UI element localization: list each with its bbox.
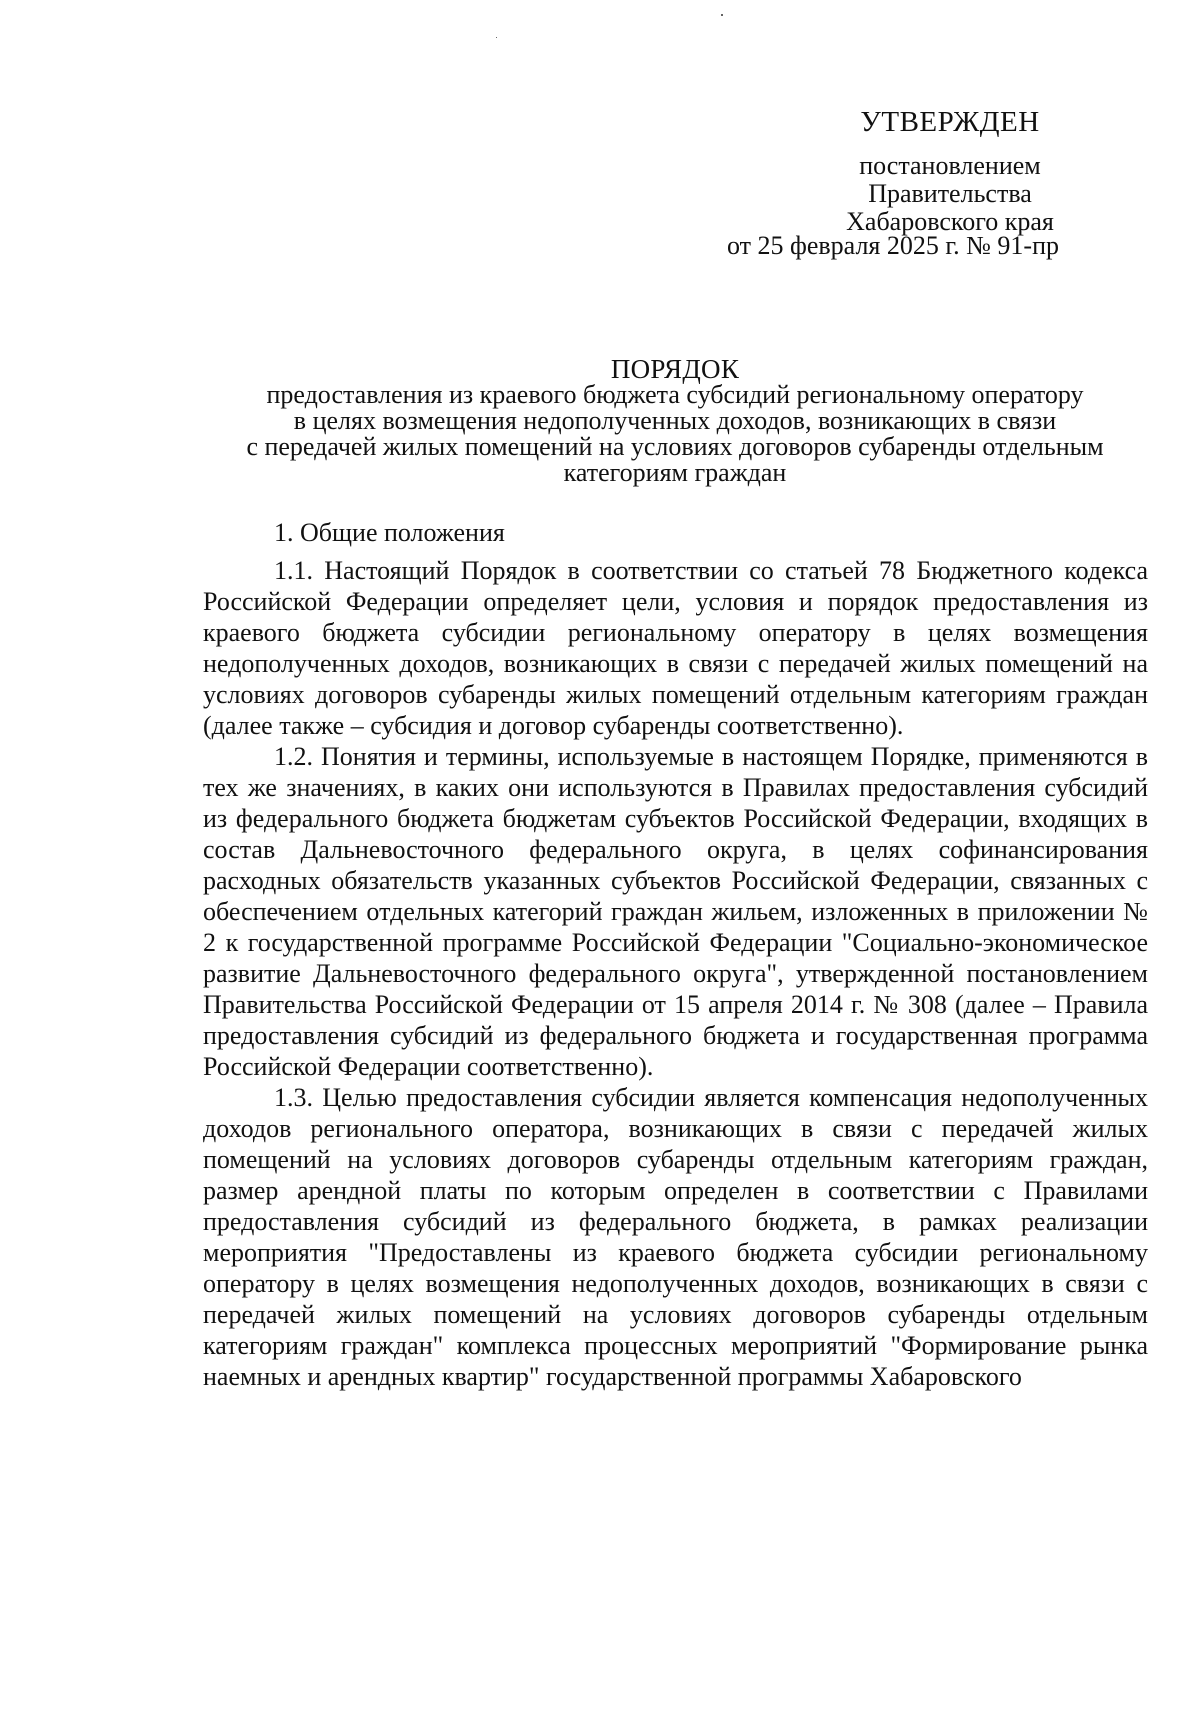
section-body [203, 555, 1148, 1392]
document-title-block [195, 356, 1155, 486]
paragraph-1-2: 1.2. Понятия и термины, используемые в настоящем Порядке, применяются в тех же значениях, в каких они используются в Правилах предоставления субсидий из федерального бюджета бюджетам субъектов Российской Федерации, входящих в состав Дальневосточного федерального округа, в целях софинансирования расходных обязательств указанных субъектов Российской Федерации, связанных с обеспечением отдельных категорий граждан жильем, изложенных в приложении № 2 к государственной программе Российской Федерации "Социально-экономическое развитие Дальневосточного федерального округа", утвержденной постановлением Правительства Российской Федерации от 15 апреля 2014 г. № 308 (далее – Правила предоставления субсидий из федерального бюджета и государственная программа Российской Федерации соответственно). [203, 742, 1148, 1081]
document-subtitle-line-1: предоставления из краевого бюджета субсидий региональному оператору [266, 380, 1084, 409]
approval-line-2: Правительства [868, 179, 1032, 208]
paragraph-1-3: 1.3. Целью предоставления субсидии является компенсация недополученных доходов регионального оператора, возникающих в связи с передачей жилых помещений на условиях договоров субаренды отдельным категориям граждан, размер арендной платы по которым определен в соответствии с Правилами предоставления субсидий из федерального бюджета, в рамках реализации мероприятия "Предоставлены из краевого бюджета субсидии региональному оператору в целях возмещения недополученных доходов, возникающих в связи с передачей жилых помещений на условиях договоров субаренды отдельным категориям граждан" комплекса процессных мероприятий "Формирование рынка наемных и арендных квартир" государственной программы Хабаровского [203, 1083, 1148, 1391]
approval-date: от 25 февраля 2025 г. № 91-пр [727, 231, 1059, 260]
document-subtitle-line-2: в целях возмещения недополученных доходов, возникающих в связи [293, 406, 1057, 435]
scan-speck [496, 37, 497, 38]
paragraph-1-1: 1.1. Настоящий Порядок в соответствии со статьей 78 Бюджетного кодекса Российской Федерации определяет цели, условия и порядок предоставления из краевого бюджета субсидии региональному оператору в целях возмещения недополученных доходов, возникающих в связи с передачей жилых помещений на условиях договоров субаренды жилых помещений отдельным категориям граждан (далее также – субсидия и договор субаренды соответственно). [203, 556, 1148, 740]
approval-word: УТВЕРЖДЕН [860, 106, 1040, 138]
document-subtitle-line-3: с передачей жилых помещений на условиях договоров субаренды отдельным [246, 432, 1104, 461]
section-heading: 1. Общие положения [274, 518, 505, 547]
scan-speck [721, 14, 723, 16]
document-title: ПОРЯДОК [610, 354, 740, 384]
approval-stamp-block [727, 106, 1140, 260]
approval-line-1: постановлением [859, 151, 1041, 180]
document-subtitle-line-4: категориям граждан [563, 458, 787, 487]
approval-line-3: Хабаровского края [846, 207, 1054, 236]
